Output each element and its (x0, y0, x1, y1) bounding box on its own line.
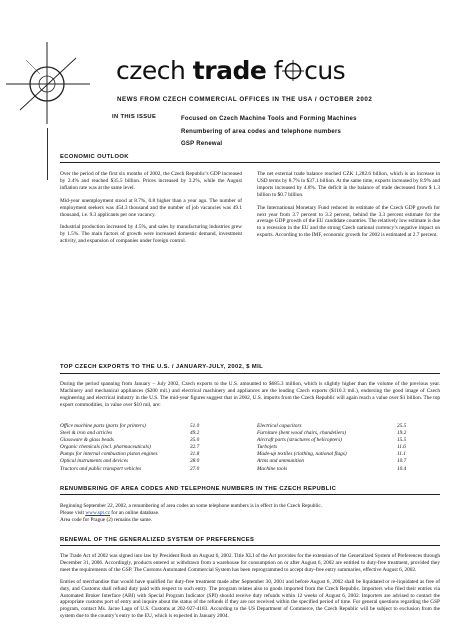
issue-item: Focused on Czech Machine Tools and Forming Machines (181, 116, 357, 122)
export-name: Glassware & glass beads (60, 437, 114, 444)
export-name: Tractors and public transport vehicles (60, 465, 142, 472)
export-value: 28.0 (190, 458, 200, 465)
export-value: 19.2 (397, 430, 407, 437)
logo-word-focus-start: f (273, 56, 283, 85)
export-row (60, 430, 230, 437)
export-value: 10.7 (397, 458, 407, 465)
economic-paragraph: Over the period of the first six months of 2002, the Czech Republic’s GDP increased by 2.4% and reached $35.5 billion. Prices increased by 3.2%, while the August inflation rate was at the same level. (60, 171, 242, 191)
renumbering-line: Beginning September 22, 2002, a renumbering of area codes an some telephone numbers is in effect in the Czech Republic. (60, 503, 323, 509)
logo-word-czech: czech (116, 56, 186, 85)
masthead-logo (116, 56, 345, 86)
exports-intro (60, 381, 440, 414)
export-row (60, 423, 230, 430)
masthead-tagline: NEWS FROM CZECH COMMERCIAL OFFICES IN THE USA / OCTOBER 2002 (117, 96, 373, 103)
renumbering-text-part: for an online database. (109, 509, 160, 516)
export-row (257, 458, 437, 465)
exports-intro-text: During the period spanning from January – July 2002, Czech exports to the U.S. amounted to $685.3 million, which is slightly higher than the volume of the previous year. Machinery and mechanical appliances ($200 mil.) and electrical machinery and appliances are the leading Czech exports ($110.3 mil.), endorsing the good image of Czech engineering and electrical industry in the U.S. The mid-year figures suggest that in 2002, U.S. imports from the Czech Republic will again reach a value over $1 billion. The top export commodities, in value over $10 mil, are: (60, 381, 440, 408)
export-name: Aircraft parts (structures of helicopters) (257, 437, 342, 444)
export-name: Made-up textiles (clothing, national flags) (257, 451, 347, 458)
in-this-issue-label: IN THIS ISSUE (112, 114, 157, 120)
economic-paragraph: The net external trade balance reached CZK 1,282.6 billion, which is an increase in USD terms by 8.7% to $37.1 billion. At the same time, exports increased by 8.9% and imports increased by 4.8%. The deficit in the balance of trade decreased from $ 1.3 billion to $0.7 billion. (257, 171, 440, 198)
logo-word-focus-end: cus (304, 56, 346, 85)
gsp-text (60, 553, 440, 625)
export-value: 35.0 (190, 437, 200, 444)
renumbering-line (60, 510, 440, 517)
exports-right-list (257, 423, 437, 473)
gsp-paragraph: The Trade Act of 2002 was signed into law by President Bush on August 6, 2002. Title XLI of the Act provides for the extension of the Generalized System of Preferences through December 31, 2006. Accordingly, products entered or withdrawn from a warehouse for consumption on or after August 6, 2002 are entitled to duty-free treatment, provided they meet the requirements of the GSP. The Customs Automated Commercial System has been reprogrammed to accept duty-free entry summaries, effective August 6, 2002. (60, 553, 440, 573)
decorative-vertical-line (47, 128, 48, 180)
export-name: Arms and ammunition (257, 458, 305, 465)
spt-website-link[interactable]: www.spt.cz (85, 509, 110, 516)
export-value: 11.1 (397, 451, 406, 458)
export-name: Electrical capacitors (257, 423, 302, 429)
economic-outlook-heading: ECONOMIC OUTLOOK (60, 154, 129, 160)
export-value: 51.0 (190, 423, 200, 429)
top-exports-heading: TOP CZECH EXPORTS TO THE U.S. / JANUARY-JULY, 2002, $ MIL (60, 364, 264, 370)
export-row (60, 466, 230, 473)
export-value: 32.7 (190, 444, 200, 451)
economic-left-column (60, 171, 242, 251)
economic-paragraph: The International Monetary Fund reduced its estimate of the Czech GDP growth for next year from 3.7 percent to 3.2 percent, behind the 3.3 percent estimate for the average GDP growth of the EU candidate countries. The relatively low estimate is due to a recession in the EU and the strong Czech national currency’s negative impact on exports. According to the IMF, economic growth for 2002 is estimated at 2.7 percent. (257, 204, 440, 239)
export-name: Machine tools (257, 465, 288, 472)
export-value: 10.4 (397, 465, 407, 472)
export-row (257, 451, 437, 458)
issue-item: Renumbering of area codes and telephone numbers (181, 128, 342, 135)
section-divider (60, 545, 440, 546)
crosshair-logo-graphic (6, 40, 90, 124)
export-name: Turbojets (257, 444, 278, 451)
economic-paragraph: Industrial production increased by 4.5%, and sales by manufacturing industries grew by 1.5%. The main factors of growth were increased domestic demand, investment activity, and expansion of companies under foreign control. (60, 224, 242, 245)
section-divider (60, 494, 440, 495)
renumbering-text-part: Please visit (60, 509, 86, 516)
logo-word-trade: trade (192, 56, 267, 85)
gsp-paragraph: Entries of merchandise that would have qualified for duty-free treatment made after September 30, 2001 and before August 6, 2002 shall be liquidated or re-liquidated as free of duty, and Customs shall refund duty paid with respect to such entry. The program relates also to goods imported from the Czech Republic. Importers who filed their entries via Automated Broker Interface (ABI) with Special Program Indicator (SPI) should receive duty refunds within 12 weeks of August 6, 2002. Importers are advised to contact the appropriate customs port of entry and inquire about the status of the refunds if they are not received within the specified period of time. For general questions regarding the GSP program, contact Ms. Jacne Lago of U.S. Customs at 202-927-4183. According to the US Department of Commerce, the Czech Republic will be subject to exclusion from the system due to the country’s entry to the EU, which is expected in January 2004. (60, 578, 440, 620)
export-row (257, 437, 437, 444)
section-divider (60, 373, 440, 374)
export-value: 11.6 (397, 444, 406, 451)
export-name: Organic chemicals (incl. pharmaceuticals) (60, 444, 151, 451)
economic-right-column (257, 171, 440, 245)
export-value: 25.5 (397, 423, 407, 429)
renumbering-heading: RENUMBERING OF AREA CODES AND TELEPHONE NUMBERS IN THE CZECH REPUBLIC (60, 486, 337, 492)
export-name: Optical instruments and devices (60, 458, 129, 465)
exports-left-list (60, 423, 230, 473)
section-divider (60, 162, 440, 163)
export-value: 15.5 (397, 437, 407, 444)
export-name: Steel & iron and articles (60, 430, 113, 437)
renumbering-line: Area code for Prague (2) remains the same. (60, 516, 153, 523)
issue-item: GSP Renewal (181, 141, 223, 147)
in-this-issue-list (181, 113, 357, 151)
export-name: Pumps for internal combustion piston engines (60, 451, 158, 458)
crosshair-o-icon (282, 59, 304, 81)
export-value: 27.0 (190, 465, 200, 472)
export-row (60, 451, 230, 458)
export-value: 31.8 (190, 451, 200, 458)
export-name: Office machine parts (parts for printers) (60, 423, 146, 429)
gsp-heading: RENEWAL OF THE GENERALIZED SYSTEM OF PREFERENCES (60, 537, 255, 543)
economic-paragraph: Mid-year unemployment stood at 8.7%, 0.8 higher than a year ago. The number of employment seekers was 454.3 thousand and the number of job vacancies was 49.1 thousand, i.e. 9.3 applicants per one vacancy. (60, 197, 242, 218)
export-name: Furniture (bent wood chairs, chandeliers) (257, 430, 347, 437)
renumbering-text (60, 503, 440, 524)
export-row (257, 466, 437, 473)
export-value: 49.2 (190, 430, 200, 437)
export-row (60, 458, 230, 465)
